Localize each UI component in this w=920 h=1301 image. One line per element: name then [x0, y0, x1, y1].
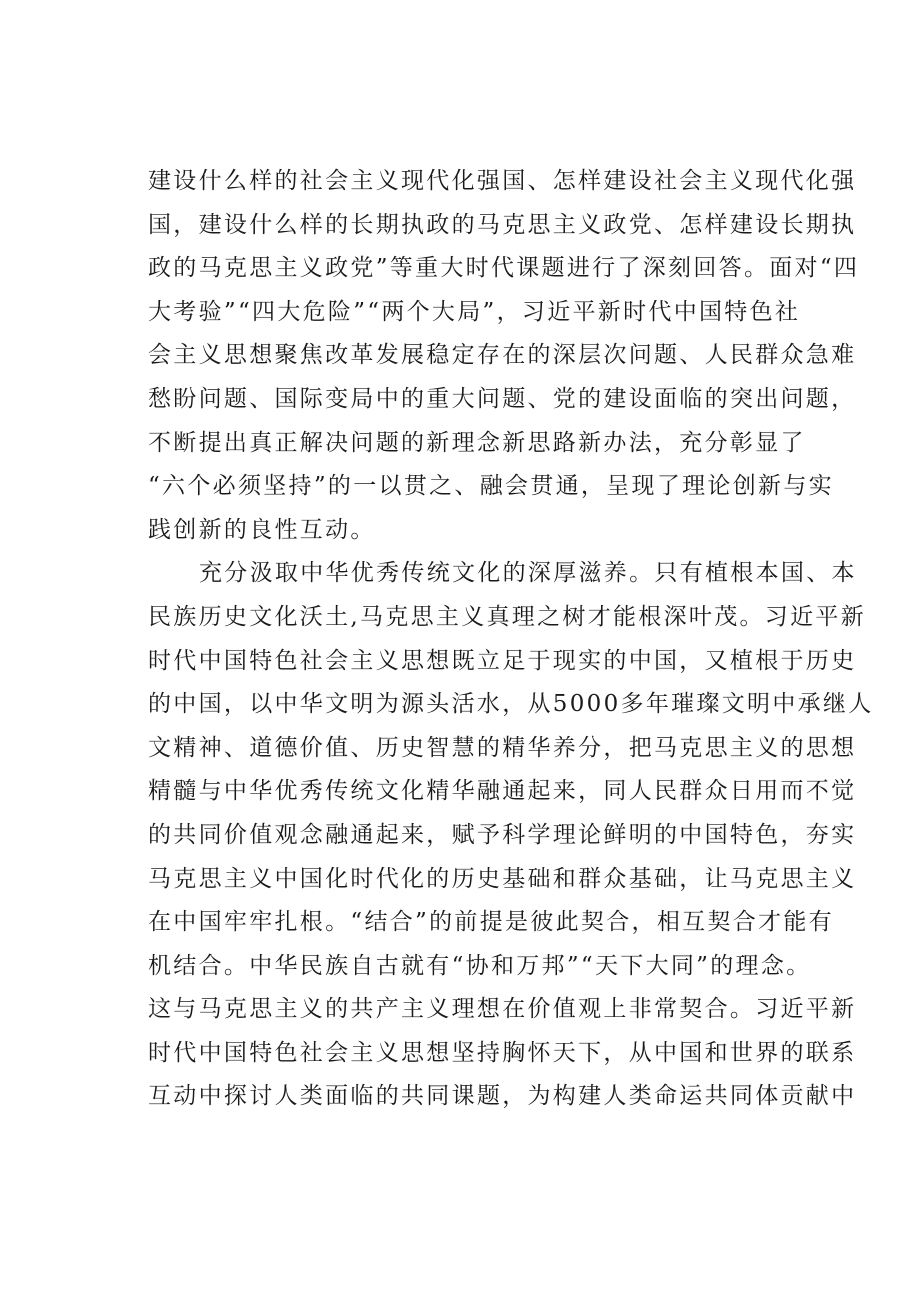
text-line: 时代中国特色社会主义思想既立足于现实的中国，又植根于历史: [148, 647, 857, 674]
paragraph-2: [148, 552, 874, 1119]
text-line: 的中国，以中华文明为源头活水，从5000多年璀璨文明中承继人: [148, 691, 874, 718]
text-line: 建设什么样的社会主义现代化强国、怎样建设社会主义现代化强: [148, 168, 857, 194]
text-line: 的共同价值观念融通起来，赋予科学理论鲜明的中国特色，夯实: [148, 821, 857, 848]
text-line: 不断提出真正解决问题的新理念新思路新办法，充分彰显了: [148, 429, 806, 456]
text-line: 践创新的良性互动。: [148, 516, 376, 543]
text-line: 民族历史文化沃土,马克思主义真理之树才能根深叶茂。习近平新: [148, 603, 867, 630]
paragraph-1: [148, 160, 860, 552]
text-line: 政的马克思主义政党”等重大时代课题进行了深刻回答。面对“四: [148, 255, 860, 282]
body-text: [148, 160, 874, 1119]
text-line: 马克思主义中国化时代化的历史基础和群众基础，让马克思主义: [148, 865, 857, 892]
text-line: 这与马克思主义的共产主义理想在价值观上非常契合。习近平新: [148, 996, 857, 1023]
text-line: 文精神、道德价值、历史智慧的精华养分，把马克思主义的思想: [148, 734, 857, 761]
text-line: 精髓与中华优秀传统文化精华融通起来，同人民群众日用而不觉: [148, 778, 857, 805]
text-line: 时代中国特色社会主义思想坚持胸怀天下，从中国和世界的联系: [148, 1039, 857, 1066]
text-line: “六个必须坚持”的一以贯之、融会贯通，呈现了理论创新与实: [148, 473, 834, 500]
text-line: 国，建设什么样的长期执政的马克思主义政党、怎样建设长期执: [148, 211, 857, 238]
text-line: 在中国牢牢扎根。“结合”的前提是彼此契合，相互契合才能有: [148, 909, 834, 936]
text-line-first-indented: 充分汲取中华优秀传统文化的深厚滋养。只有植根本国、本: [199, 560, 857, 587]
text-line: 机结合。中华民族自古就有“协和万邦”“天下大同”的理念。: [148, 952, 812, 979]
text-line: 互动中探讨人类面临的共同课题，为构建人类命运共同体贡献中: [148, 1083, 857, 1110]
text-line: 会主义思想聚焦改革发展稳定存在的深层次问题、人民群众急难: [148, 342, 857, 369]
text-line: 大考验”“四大危险”“两个大局”，习近平新时代中国特色社: [148, 298, 801, 325]
text-line: 愁盼问题、国际变局中的重大问题、党的建设面临的突出问题，: [148, 385, 857, 412]
